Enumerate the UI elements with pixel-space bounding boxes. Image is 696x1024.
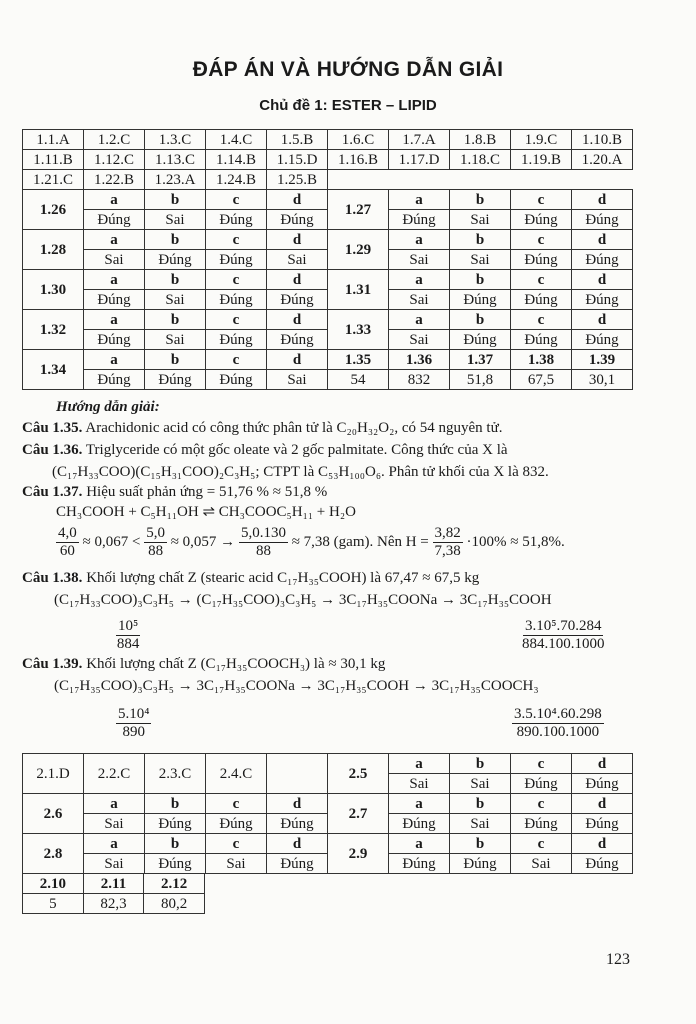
answer-cell: Sai [267, 370, 328, 390]
option-letter: a [389, 310, 450, 330]
question-number: 1.28 [23, 230, 84, 270]
answer-cell: Đúng [84, 330, 145, 350]
answer-cell: Đúng [267, 814, 328, 834]
calc-text: ≈ 7,38 (gam). Nên H = [287, 533, 433, 550]
answer-cell: Đúng [389, 814, 450, 834]
page-title: ĐÁP ÁN VÀ HƯỚNG DẪN GIẢI [192, 58, 504, 81]
answer-cell: Đúng [511, 814, 572, 834]
question-number: 1.38 [511, 350, 572, 370]
fraction [433, 525, 463, 560]
solution-text: Triglyceride có một gốc oleate và 2 gốc palmitate. Công thức của X là [82, 442, 508, 458]
table-row [23, 834, 633, 854]
question-number: 2.11 [83, 874, 144, 894]
answer-cell: Đúng [572, 854, 633, 874]
option-letter: a [389, 230, 450, 250]
option-letter: c [206, 270, 267, 290]
option-letter: b [145, 230, 206, 250]
answer-cell: Sai [145, 210, 206, 230]
question-number: 2.12 [144, 874, 205, 894]
answer-cell: Sai [267, 250, 328, 270]
answer-cell: Đúng [450, 854, 511, 874]
table-row [23, 310, 633, 330]
empty-cell [328, 170, 633, 190]
question-number: 1.37 [450, 350, 511, 370]
calc-text: ≈ 0,057 → [166, 533, 239, 550]
answer-cell: Đúng [511, 290, 572, 310]
answer-cell: Đúng [511, 210, 572, 230]
option-letter: c [511, 834, 572, 854]
option-letter: a [389, 270, 450, 290]
answer-cell: Sai [450, 210, 511, 230]
answer-cell: 1.3.C [145, 130, 206, 150]
answer-cell: Đúng [206, 250, 267, 270]
table-row [23, 130, 633, 150]
option-letter: d [572, 754, 633, 774]
answer-cell: 1.7.A [389, 130, 450, 150]
empty-cell [267, 754, 328, 794]
answer-cell: 51,8 [450, 370, 511, 390]
option-letter: b [450, 834, 511, 854]
answer-cell: Đúng [206, 210, 267, 230]
question-number: 2.10 [23, 874, 84, 894]
solution-1-36 [22, 441, 508, 459]
fraction-part: 5,0 [146, 525, 165, 541]
table-row [23, 370, 633, 390]
option-letter: b [450, 310, 511, 330]
option-letter: c [511, 270, 572, 290]
option-letter: c [511, 794, 572, 814]
option-letter: b [450, 794, 511, 814]
answer-cell: 1.24.B [206, 170, 267, 190]
answer-cell: Đúng [572, 774, 633, 794]
table-row [23, 150, 633, 170]
answer-cell: Đúng [84, 290, 145, 310]
answer-cell: 1.5.B [267, 130, 328, 150]
fraction-part: 60 [59, 543, 75, 559]
answer-cell: Đúng [206, 290, 267, 310]
calc-text: ·100% ≈ 51,8%. [462, 533, 565, 550]
answer-table-topic-2 [22, 753, 633, 874]
question-number: 1.30 [23, 270, 84, 310]
question-label: Câu 1.36. [22, 442, 83, 458]
answer-cell: Sai [145, 290, 206, 310]
option-letter: b [450, 270, 511, 290]
fraction-part: 4,0 [58, 525, 77, 541]
answer-cell: 1.10.B [572, 130, 633, 150]
answer-cell: Đúng [267, 290, 328, 310]
option-letter: c [206, 834, 267, 854]
answer-cell: Sai [389, 330, 450, 350]
answer-cell: Đúng [206, 370, 267, 390]
answer-cell: Sai [389, 290, 450, 310]
solution-text: Arachidonic acid có công thức phân tử là C₂₀H₃₂O₂, có 54 nguyên tử. [82, 420, 503, 436]
option-letter: b [450, 190, 511, 210]
answer-cell: 1.1.A [23, 130, 84, 150]
answer-cell: Đúng [450, 330, 511, 350]
option-letter: a [84, 834, 145, 854]
fraction-part: 5,0.130 [240, 525, 286, 541]
option-letter: a [84, 794, 145, 814]
option-letter: c [511, 190, 572, 210]
question-number: 2.5 [328, 754, 389, 794]
fraction-1-39-right [512, 706, 604, 741]
question-number: 1.35 [328, 350, 389, 370]
option-letter: d [572, 794, 633, 814]
solution-1-38 [22, 569, 479, 587]
answer-cell: 82,3 [83, 894, 144, 914]
option-letter: c [206, 230, 267, 250]
fraction [56, 525, 79, 560]
answer-cell: 67,5 [511, 370, 572, 390]
option-letter: d [572, 230, 633, 250]
question-number: 2.6 [23, 794, 84, 834]
option-letter: c [511, 754, 572, 774]
fraction-1-38-left [116, 618, 140, 653]
fraction-part: 10⁵ [118, 618, 139, 634]
option-letter: d [267, 270, 328, 290]
answer-cell: Đúng [145, 854, 206, 874]
table-row [23, 170, 633, 190]
answer-cell: 2.1.D [23, 754, 84, 794]
calc-text: ≈ 0,067 < [78, 533, 145, 550]
option-letter: a [84, 310, 145, 330]
answer-cell: 2.4.C [206, 754, 267, 794]
answer-cell: Sai [450, 814, 511, 834]
answer-cell: Sai [511, 854, 572, 874]
question-number: 1.31 [328, 270, 389, 310]
fraction-part: 7,38 [434, 543, 461, 559]
option-letter: b [145, 834, 206, 854]
guide-heading: Hướng dẫn giải: [56, 399, 160, 415]
answer-cell: 1.18.C [450, 150, 511, 170]
equation-1-37: CH₃COOH + C₅H₁₁OH ⇌ CH₃COOC₅H₁₁ + H₂O [56, 504, 356, 520]
question-number: 1.27 [328, 190, 389, 230]
page-number: 123 [606, 951, 630, 968]
answer-cell: Đúng [572, 210, 633, 230]
answer-cell: Sai [450, 250, 511, 270]
answer-cell: 1.25.B [267, 170, 328, 190]
table-row [23, 270, 633, 290]
answer-cell: 1.22.B [84, 170, 145, 190]
option-letter: d [267, 834, 328, 854]
answer-cell: Đúng [84, 370, 145, 390]
answer-cell: Đúng [267, 854, 328, 874]
option-letter: a [84, 270, 145, 290]
option-letter: a [84, 190, 145, 210]
fraction [239, 525, 288, 560]
option-letter: a [389, 794, 450, 814]
option-letter: b [145, 190, 206, 210]
answer-cell: Sai [389, 250, 450, 270]
option-letter: d [572, 190, 633, 210]
fraction-part: 884.100.1000 [522, 636, 605, 652]
solution-1-39 [22, 655, 385, 673]
fraction-1-39-left [116, 706, 151, 741]
calculation-1-37 [56, 525, 565, 560]
answer-cell: Đúng [206, 330, 267, 350]
question-label: Câu 1.38. [22, 570, 83, 586]
option-letter: c [511, 310, 572, 330]
option-letter: c [206, 190, 267, 210]
solution-1-35 [22, 419, 502, 437]
answer-cell: 1.17.D [389, 150, 450, 170]
solution-text: Khối lượng chất Z (C₁₇H₃₅COOCH₃) là ≈ 30,1 kg [82, 656, 386, 672]
question-number: 1.36 [389, 350, 450, 370]
option-letter: c [206, 310, 267, 330]
answer-cell: Sai [84, 814, 145, 834]
option-letter: b [145, 310, 206, 330]
answer-cell: 1.15.D [267, 150, 328, 170]
option-letter: d [572, 270, 633, 290]
option-letter: b [450, 754, 511, 774]
answer-cell: Sai [206, 854, 267, 874]
answer-cell: Sai [84, 854, 145, 874]
answer-cell: 1.16.B [328, 150, 389, 170]
option-letter: a [389, 754, 450, 774]
question-number: 1.26 [23, 190, 84, 230]
answer-cell: 1.11.B [23, 150, 84, 170]
fraction [144, 525, 167, 560]
table-row [23, 350, 633, 370]
answer-cell: Đúng [572, 330, 633, 350]
answer-cell: 1.14.B [206, 150, 267, 170]
answer-cell: Đúng [511, 774, 572, 794]
fraction-part: 890.100.1000 [516, 724, 600, 740]
table-row [23, 874, 205, 894]
fraction-part: 890 [122, 724, 145, 740]
answer-cell: Đúng [511, 330, 572, 350]
fraction-part: 88 [148, 543, 164, 559]
option-letter: a [84, 350, 145, 370]
answer-cell: 30,1 [572, 370, 633, 390]
answer-cell: 1.19.B [511, 150, 572, 170]
option-letter: c [511, 230, 572, 250]
fraction-part: 3,82 [434, 525, 461, 541]
fraction-part: 3.10⁵.70.284 [525, 618, 602, 634]
option-letter: c [206, 350, 267, 370]
solution-text: Hiệu suất phản ứng = 51,76 % ≈ 51,8 % [82, 484, 328, 500]
answer-cell: 1.21.C [23, 170, 84, 190]
answer-cell: 1.9.C [511, 130, 572, 150]
equation-1-38: (C₁₇H₃₃COO)₃C₃H₅ → (C₁₇H₃₅COO)₃C₃H₅ → 3C₁₇H₃₅COONa → 3C₁₇H₃₅COOH [54, 592, 552, 608]
question-number: 1.39 [572, 350, 633, 370]
answer-cell: Đúng [572, 814, 633, 834]
answer-cell: Đúng [572, 290, 633, 310]
answer-cell: 1.13.C [145, 150, 206, 170]
answer-cell: Đúng [267, 330, 328, 350]
question-number: 1.33 [328, 310, 389, 350]
option-letter: a [84, 230, 145, 250]
answer-table-topic-2-short [22, 873, 205, 914]
option-letter: d [267, 794, 328, 814]
answer-cell: Đúng [450, 290, 511, 310]
fraction-part: 3.5.10⁴.60.298 [514, 706, 602, 722]
option-letter: b [145, 350, 206, 370]
solution-1-37 [22, 483, 327, 501]
answer-cell: Đúng [145, 370, 206, 390]
option-letter: b [145, 270, 206, 290]
answer-cell: 1.20.A [572, 150, 633, 170]
option-letter: d [267, 190, 328, 210]
table-row [23, 754, 633, 774]
answer-cell: Đúng [572, 250, 633, 270]
question-label: Câu 1.37. [22, 484, 83, 500]
question-number: 2.7 [328, 794, 389, 834]
answer-cell: Sai [145, 330, 206, 350]
option-letter: a [389, 190, 450, 210]
answer-cell: Đúng [267, 210, 328, 230]
fraction-1-38-right [522, 618, 605, 653]
solution-text: Khối lượng chất Z (stearic acid C₁₇H₃₅COOH) là 67,47 ≈ 67,5 kg [82, 570, 480, 586]
answer-cell: 5 [23, 894, 84, 914]
answer-cell: 1.12.C [84, 150, 145, 170]
fraction-part: 5.10⁴ [118, 706, 150, 722]
answer-cell: 2.3.C [145, 754, 206, 794]
option-letter: d [572, 310, 633, 330]
option-letter: b [450, 230, 511, 250]
option-letter: d [267, 310, 328, 330]
option-letter: b [145, 794, 206, 814]
answer-cell: 1.8.B [450, 130, 511, 150]
answer-cell: 832 [389, 370, 450, 390]
question-number: 2.9 [328, 834, 389, 874]
option-letter: c [206, 794, 267, 814]
answer-cell: Sai [84, 250, 145, 270]
question-number: 2.8 [23, 834, 84, 874]
solution-1-36-formula: (C₁₇H₃₃COO)(C₁₅H₃₁COO)₂C₃H₅; CTPT là C₅₃H₁₀₀O₆. Phân tử khối của X là 832. [52, 464, 549, 480]
table-row [23, 894, 205, 914]
answer-cell: 54 [328, 370, 389, 390]
question-label: Câu 1.35. [22, 420, 83, 436]
question-number: 1.29 [328, 230, 389, 270]
answer-cell: 1.4.C [206, 130, 267, 150]
question-number: 1.32 [23, 310, 84, 350]
answer-cell: 80,2 [144, 894, 205, 914]
answer-cell: 1.23.A [145, 170, 206, 190]
section-subtitle: Chủ đề 1: ESTER – LIPID [259, 97, 437, 114]
table-row [23, 190, 633, 210]
answer-cell: Đúng [145, 814, 206, 834]
answer-cell: 2.2.C [84, 754, 145, 794]
option-letter: d [267, 230, 328, 250]
question-label: Câu 1.39. [22, 656, 83, 672]
answer-cell: Sai [389, 774, 450, 794]
answer-cell: Đúng [511, 250, 572, 270]
answer-cell: Đúng [84, 210, 145, 230]
question-number: 1.34 [23, 350, 84, 390]
answer-cell: Đúng [389, 210, 450, 230]
answer-table-topic-1 [22, 129, 633, 390]
answer-cell: Đúng [389, 854, 450, 874]
option-letter: d [267, 350, 328, 370]
answer-cell: Sai [450, 774, 511, 794]
option-letter: a [389, 834, 450, 854]
equation-1-39: (C₁₇H₃₅COO)₃C₃H₅ → 3C₁₇H₃₅COONa → 3C₁₇H₃₅COOH → 3C₁₇H₃₅COOCH₃ [54, 678, 539, 694]
fraction-part: 884 [116, 636, 140, 652]
option-letter: d [572, 834, 633, 854]
answer-cell: Đúng [206, 814, 267, 834]
table-row [23, 230, 633, 250]
table-row [23, 794, 633, 814]
answer-cell: 1.6.C [328, 130, 389, 150]
fraction-part: 88 [255, 543, 271, 559]
answer-cell: 1.2.C [84, 130, 145, 150]
answer-cell: Đúng [145, 250, 206, 270]
